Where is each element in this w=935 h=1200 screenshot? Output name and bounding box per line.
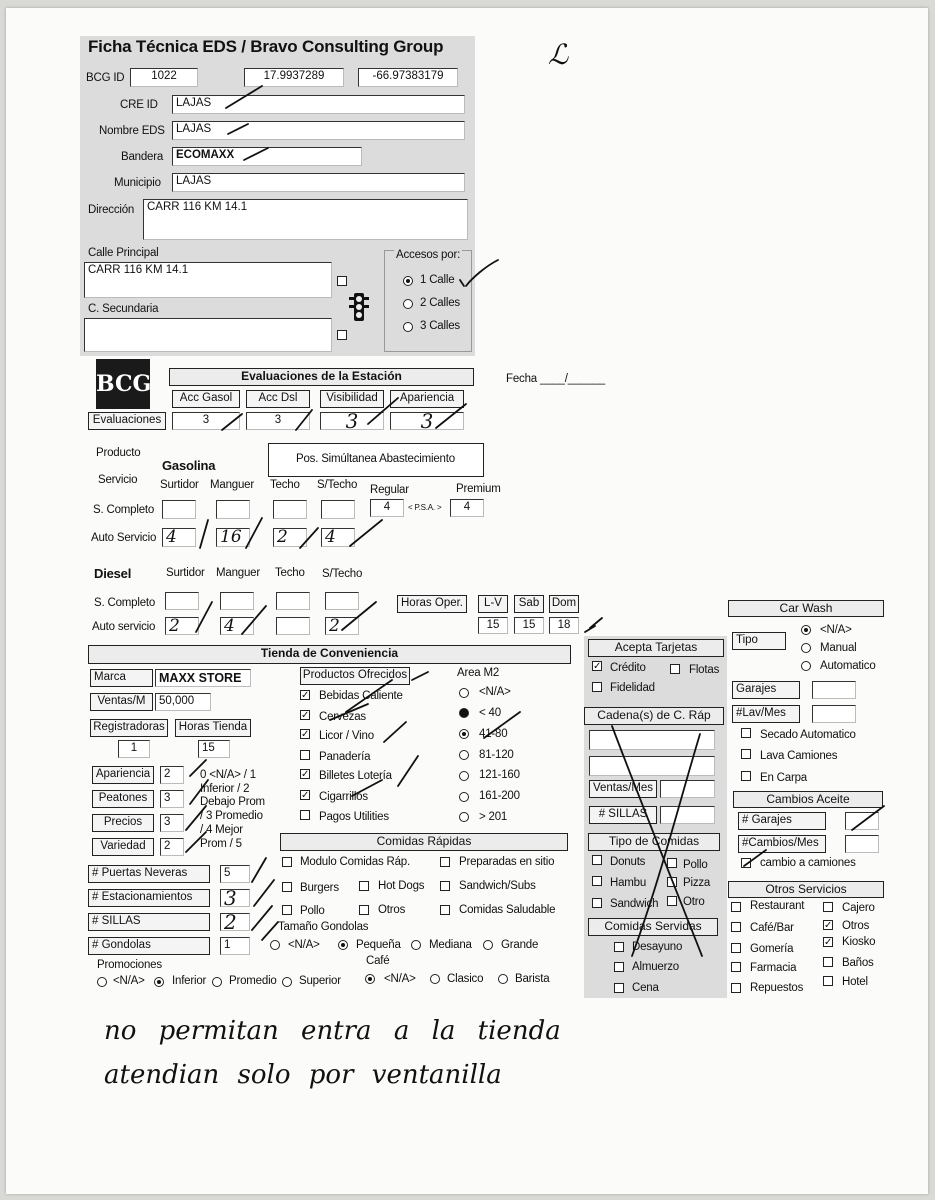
accesos-option-3: 3 Calles xyxy=(420,320,460,332)
producto-cb-5[interactable]: ✓ xyxy=(301,769,310,780)
comida-modulo: Modulo Comidas Ráp. xyxy=(300,856,410,868)
tipo-sandwich: Sandwich xyxy=(610,898,659,910)
carwash-lav-label: #Lav/Mes xyxy=(732,705,800,723)
eval-value-visibilidad[interactable]: 3 xyxy=(320,412,384,430)
tipo-donuts: Donuts xyxy=(610,856,646,868)
accesos-option-2: 2 Calles xyxy=(420,297,460,309)
cadena-sillas-field[interactable] xyxy=(660,806,715,824)
direccion-label: Dirección xyxy=(88,204,135,216)
bcg-id-field[interactable]: 1022 xyxy=(130,68,198,87)
flotas-checkbox[interactable] xyxy=(670,664,680,674)
cadena-ventas-field[interactable] xyxy=(660,780,715,798)
tipo-cb-hambu[interactable] xyxy=(592,876,602,886)
gas-col-manguer: Manguer xyxy=(210,479,254,491)
servidas-cb-desayuno[interactable] xyxy=(614,942,624,952)
otros-title: Otros Servicios xyxy=(728,881,884,898)
cadena-field-1[interactable] xyxy=(589,730,715,750)
promo-superior: Superior xyxy=(299,975,341,987)
variedad-field[interactable]: 2 xyxy=(160,838,184,856)
calle-field[interactable]: CARR 116 KM 14.1 xyxy=(84,262,332,298)
comida-cb-preparadas[interactable] xyxy=(440,857,450,867)
bandera-label: Bandera xyxy=(121,151,164,163)
comida-cb-pollo[interactable] xyxy=(282,905,292,915)
producto-5: Billetes Lotería xyxy=(319,770,392,782)
producto-cb-7[interactable] xyxy=(300,810,310,820)
calle-label: Calle Principal xyxy=(88,247,159,259)
dsl-auto-surtidor[interactable]: 2 xyxy=(165,617,199,635)
cafe-radio-na[interactable] xyxy=(365,974,375,984)
area-radio-4[interactable] xyxy=(459,750,469,760)
premium-label: Premium xyxy=(456,483,501,495)
puertas-label: # Puertas Neveras xyxy=(88,865,210,883)
area-radio-6[interactable] xyxy=(459,792,469,802)
producto-cb-4[interactable] xyxy=(300,750,310,760)
otros-cb-restaurant[interactable] xyxy=(731,902,741,912)
accesos-label: Accesos por: xyxy=(396,249,461,261)
dsl-row-auto: Auto servicio xyxy=(92,621,156,633)
secado-checkbox[interactable] xyxy=(741,728,751,738)
horas-sab[interactable]: 15 xyxy=(514,617,544,634)
secado-label: Secado Automatico xyxy=(760,729,856,741)
cre-id-field[interactable]: LAJAS xyxy=(172,95,465,114)
gas-col-surtidor: Surtidor xyxy=(160,479,199,491)
dsl-sc-techo[interactable] xyxy=(276,592,310,610)
area-label: Area M2 xyxy=(457,667,500,679)
fidelidad-checkbox[interactable] xyxy=(592,682,602,692)
servicio-label: Servicio xyxy=(98,474,138,486)
otros-cb-repuestos[interactable] xyxy=(731,983,741,993)
fidelidad-label: Fidelidad xyxy=(610,682,655,694)
tamano-pequena: Pequeña xyxy=(356,939,401,951)
precios-label: Precios xyxy=(92,814,154,832)
carwash-tipo-label: Tipo xyxy=(732,632,786,650)
tamano-radio-pequena[interactable] xyxy=(338,940,348,950)
comida-sandwich: Sandwich/Subs xyxy=(459,880,536,892)
secundaria-checkbox[interactable] xyxy=(337,330,347,340)
credito-label: Crédito xyxy=(610,662,646,674)
tamano-label: Tamaño Gondolas xyxy=(278,921,369,933)
area-2: < 40 xyxy=(479,707,501,719)
puertas-field[interactable]: 5 xyxy=(220,865,250,883)
otros-kiosko: Kiosko xyxy=(842,936,876,948)
accesos-option-1: 1 Calle xyxy=(420,274,455,286)
producto-2: Cervezas xyxy=(319,711,366,723)
ventas-field[interactable]: 50,000 xyxy=(155,693,211,711)
otros-cb-banos[interactable] xyxy=(823,957,833,967)
horas-oper-label: Horas Oper. xyxy=(397,595,467,613)
evaluaciones-row-label: Evaluaciones xyxy=(88,412,166,430)
dsl-col-techo: Techo xyxy=(275,567,305,579)
producto-1: Bebidas Caliente xyxy=(319,690,403,702)
gas-auto-techo[interactable]: 2 xyxy=(273,528,307,547)
otros-cb-kiosko[interactable]: ✓ xyxy=(824,937,833,948)
nombre-field[interactable]: LAJAS xyxy=(172,121,465,140)
promo-radio-superior[interactable] xyxy=(282,977,292,987)
area-radio-1[interactable] xyxy=(459,688,469,698)
dsl-sc-stecho[interactable] xyxy=(325,592,359,610)
otros-farmacia: Farmacia xyxy=(750,962,797,974)
gas-sc-manguer[interactable] xyxy=(216,500,250,519)
eval-value-dsl[interactable]: 3 xyxy=(246,412,310,430)
scale-2: Inferior / 2 xyxy=(200,783,250,795)
flotas-label: Flotas xyxy=(689,664,720,676)
comida-otros: Otros xyxy=(378,904,406,916)
estac-field[interactable]: 3 xyxy=(220,889,250,907)
promo-inferior: Inferior xyxy=(172,975,207,987)
eval-header-visibilidad: Visibilidad xyxy=(320,390,384,408)
promo-na: <N/A> xyxy=(113,975,145,987)
scale-5: / 4 Mejor xyxy=(200,824,243,836)
calle-checkbox[interactable] xyxy=(337,276,347,286)
dsl-auto-manguer[interactable]: 4 xyxy=(220,617,254,635)
horas-tienda-field[interactable]: 15 xyxy=(198,740,230,758)
lon-field[interactable]: -66.97383179 xyxy=(358,68,458,87)
producto-cb-6[interactable]: ✓ xyxy=(301,790,310,801)
gas-col-stecho: S/Techo xyxy=(317,479,358,491)
comida-cb-saludable[interactable] xyxy=(440,905,450,915)
carwash-radio-manual[interactable] xyxy=(801,643,811,653)
peatones-field[interactable]: 3 xyxy=(160,790,184,808)
horas-dom[interactable]: 18 xyxy=(549,617,579,634)
aceite-cambios-label: #Cambios/Mes xyxy=(738,835,826,853)
comida-cb-hotdogs[interactable] xyxy=(359,881,369,891)
tamano-radio-grande[interactable] xyxy=(483,940,493,950)
horas-tienda-label: Horas Tienda xyxy=(175,719,251,737)
gasolina-title: Gasolina xyxy=(162,458,216,473)
horas-col-lv: L-V xyxy=(478,595,508,613)
horas-col-sab: Sab xyxy=(514,595,544,613)
variedad-label: Variedad xyxy=(92,838,154,856)
carwash-title: Car Wash xyxy=(728,600,884,617)
carwash-manual: Manual xyxy=(820,642,857,654)
lava-camiones-label: Lava Camiones xyxy=(760,750,838,762)
otros-cb-otros[interactable]: ✓ xyxy=(824,920,833,931)
dsl-col-manguer: Manguer xyxy=(216,567,260,579)
area-radio-5[interactable] xyxy=(459,771,469,781)
tipo-cb-pollo[interactable] xyxy=(667,858,677,868)
promo-promedio: Promedio xyxy=(229,975,277,987)
area-6: 161-200 xyxy=(479,790,520,802)
secundaria-field[interactable] xyxy=(84,318,332,352)
aceite-garajes-field[interactable] xyxy=(845,812,879,830)
eval-header-dsl: Acc Dsl xyxy=(246,390,310,408)
gas-sc-techo[interactable] xyxy=(273,500,307,519)
comida-burgers: Burgers xyxy=(300,882,339,894)
area-4: 81-120 xyxy=(479,749,514,761)
ventas-label: Ventas/M xyxy=(90,693,153,711)
camiones-checkbox[interactable] xyxy=(741,858,751,868)
promo-radio-inferior[interactable] xyxy=(154,977,164,987)
tamano-grande: Grande xyxy=(501,939,539,951)
producto-3: Licor / Vino xyxy=(319,730,374,742)
area-radio-3[interactable] xyxy=(459,729,469,739)
apariencia-label: Apariencia xyxy=(92,766,154,784)
dsl-col-surtidor: Surtidor xyxy=(166,567,205,579)
cafe-na: <N/A> xyxy=(384,973,416,985)
cafe-label: Café xyxy=(366,955,390,967)
carwash-radio-auto[interactable] xyxy=(801,661,811,671)
form-title: Ficha Técnica EDS / Bravo Consulting Group xyxy=(88,37,444,56)
peatones-label: Peatones xyxy=(92,790,154,808)
horas-col-dom: Dom xyxy=(549,595,579,613)
comida-preparadas: Preparadas en sitio xyxy=(459,856,555,868)
gas-auto-manguer[interactable]: 16 xyxy=(216,528,250,547)
producto-cb-1[interactable]: ✓ xyxy=(301,690,310,701)
regular-label: Regular xyxy=(370,484,409,496)
corner-note: ℒ xyxy=(548,38,569,71)
cafe-clasico: Clasico xyxy=(447,973,484,985)
fecha-label: Fecha ____/______ xyxy=(506,373,605,385)
comida-cb-sandwich[interactable] xyxy=(440,881,450,891)
cafe-radio-clasico[interactable] xyxy=(430,974,440,984)
accesos-radio-1[interactable] xyxy=(403,276,413,286)
scale-6: Prom / 5 xyxy=(200,838,242,850)
otros-cafebar: Café/Bar xyxy=(750,922,794,934)
sillas-label: # SILLAS xyxy=(88,913,210,931)
tipo-otro: Otro xyxy=(683,896,705,908)
diesel-title: Diesel xyxy=(94,566,132,581)
otros-cb-gomeria[interactable] xyxy=(731,943,741,953)
cre-id-label: CRE ID xyxy=(120,99,158,111)
comida-hotdogs: Hot Dogs xyxy=(378,880,425,892)
horas-lv[interactable]: 15 xyxy=(478,617,508,634)
scale-4: / 3 Promedio xyxy=(200,810,263,822)
apariencia-field[interactable]: 2 xyxy=(160,766,184,784)
tipo-cb-otro[interactable] xyxy=(667,896,677,906)
gas-sc-surtidor[interactable] xyxy=(162,500,196,519)
producto-label: Producto xyxy=(96,447,141,459)
aceite-cambios-field[interactable] xyxy=(845,835,879,853)
servidas-desayuno: Desayuno xyxy=(632,941,683,953)
gas-row-scompleto: S. Completo xyxy=(93,504,155,516)
otros-cb-cafebar[interactable] xyxy=(731,922,741,932)
gondolas-field[interactable]: 1 xyxy=(220,937,250,955)
handwritten-note-line1: no permitan entra a la tienda xyxy=(104,1016,561,1046)
tipo-cb-sandwich[interactable] xyxy=(592,898,602,908)
dsl-auto-techo[interactable] xyxy=(276,617,310,635)
tipo-comidas-title: Tipo de Comidas xyxy=(588,833,720,851)
gas-col-techo: Techo xyxy=(270,479,300,491)
promo-radio-na[interactable] xyxy=(97,977,107,987)
dsl-auto-stecho[interactable]: 2 xyxy=(325,617,359,635)
gas-row-auto: Auto Servicio xyxy=(91,532,157,544)
tamano-radio-mediana[interactable] xyxy=(411,940,421,950)
secundaria-label: C. Secundaria xyxy=(88,303,159,315)
en-carpa-label: En Carpa xyxy=(760,772,807,784)
comida-cb-otros[interactable] xyxy=(359,905,369,915)
productos-label: Productos Ofrecidos xyxy=(300,667,410,685)
direccion-field[interactable]: CARR 116 KM 14.1 xyxy=(143,199,468,240)
nombre-label: Nombre EDS xyxy=(99,125,165,137)
tipo-pollo: Pollo xyxy=(683,859,708,871)
marca-field[interactable]: MAXX STORE xyxy=(155,669,251,687)
bandera-field[interactable]: ECOMAXX xyxy=(172,147,362,166)
carwash-garajes-label: Garajes xyxy=(732,681,800,699)
area-radio-7[interactable] xyxy=(459,812,469,822)
registradoras-label: Registradoras xyxy=(90,719,168,737)
cafe-radio-barista[interactable] xyxy=(498,974,508,984)
eval-value-gasol[interactable]: 3 xyxy=(172,412,240,430)
tamano-mediana: Mediana xyxy=(429,939,472,951)
area-1: <N/A> xyxy=(479,686,511,698)
otros-otros: Otros xyxy=(842,920,870,932)
credito-checkbox[interactable]: ✓ xyxy=(593,661,602,672)
scale-1: 0 <N/A> / 1 xyxy=(200,769,256,781)
comida-pollo: Pollo xyxy=(300,905,325,917)
municipio-label: Municipio xyxy=(114,177,161,189)
comida-cb-burgers[interactable] xyxy=(282,882,292,892)
tipo-cb-pizza[interactable] xyxy=(667,877,677,887)
otros-cb-hotel[interactable] xyxy=(823,976,833,986)
comidas-servidas-title: Comidas Servidas xyxy=(588,918,718,936)
producto-4: Panadería xyxy=(319,751,371,763)
traffic-light-icon xyxy=(348,292,370,322)
camiones-label: cambio a camiones xyxy=(760,857,856,869)
carwash-lav-field[interactable] xyxy=(812,705,856,723)
aceite-title: Cambios Aceite xyxy=(733,791,883,808)
bcg-id-label: BCG ID xyxy=(86,72,125,84)
gas-auto-stecho[interactable]: 4 xyxy=(321,528,355,547)
producto-cb-3[interactable]: ✓ xyxy=(301,729,310,740)
tienda-title: Tienda de Conveniencia xyxy=(88,645,571,664)
carwash-auto: Automatico xyxy=(820,660,876,672)
tipo-pizza: Pizza xyxy=(683,877,711,889)
carwash-radio-na[interactable] xyxy=(801,625,811,635)
otros-cajero: Cajero xyxy=(842,902,875,914)
accesos-radio-2[interactable] xyxy=(403,299,413,309)
dsl-row-scompleto: S. Completo xyxy=(94,597,156,609)
premium-field[interactable]: 4 xyxy=(450,499,484,517)
dsl-col-stecho: S/Techo xyxy=(322,568,363,580)
otros-gomeria: Gomería xyxy=(750,943,794,955)
servidas-cb-cena[interactable] xyxy=(614,983,624,993)
tipo-cb-donuts[interactable] xyxy=(592,855,602,865)
cafe-barista: Barista xyxy=(515,973,550,985)
eval-value-apariencia[interactable]: 3 xyxy=(390,412,464,430)
otros-repuestos: Repuestos xyxy=(750,982,804,994)
tamano-radio-na[interactable] xyxy=(270,940,280,950)
estac-label: # Estacionamientos xyxy=(88,889,210,907)
regular-field[interactable]: 4 xyxy=(370,499,404,517)
tarjetas-title: Acepta Tarjetas xyxy=(588,639,724,657)
producto-6: Cigarrillos xyxy=(319,791,368,803)
producto-7: Pagos Utilities xyxy=(319,811,389,823)
dsl-sc-surtidor[interactable] xyxy=(165,592,199,610)
psa-label: < P.S.A. > xyxy=(408,503,442,512)
area-radio-2[interactable] xyxy=(459,708,469,718)
bcg-logo: BCG xyxy=(96,359,150,409)
dsl-sc-manguer[interactable] xyxy=(220,592,254,610)
sillas-field[interactable]: 2 xyxy=(220,913,250,931)
comida-saludable: Comidas Saludable xyxy=(459,904,556,916)
lava-camiones-checkbox[interactable] xyxy=(741,749,751,759)
en-carpa-checkbox[interactable] xyxy=(741,771,751,781)
aceite-garajes-label: # Garajes xyxy=(738,812,826,830)
municipio-field[interactable]: LAJAS xyxy=(172,173,465,192)
area-3: 41-80 xyxy=(479,728,508,740)
servidas-almuerzo: Almuerzo xyxy=(632,961,679,973)
registradoras-field[interactable]: 1 xyxy=(118,740,150,758)
servidas-cb-almuerzo[interactable] xyxy=(614,962,624,972)
area-7: > 201 xyxy=(479,811,508,823)
handwritten-note-line2: atendian solo por ventanilla xyxy=(104,1060,502,1090)
area-5: 121-160 xyxy=(479,769,520,781)
pos-simultanea-label: Pos. Simúltanea Abastecimiento xyxy=(296,453,455,465)
comida-cb-modulo[interactable] xyxy=(282,857,292,867)
gas-sc-stecho[interactable] xyxy=(321,500,355,519)
promo-radio-promedio[interactable] xyxy=(212,977,222,987)
scale-3: Debajo Prom xyxy=(200,796,265,808)
otros-banos: Baños xyxy=(842,957,874,969)
producto-cb-2[interactable]: ✓ xyxy=(301,710,310,721)
servidas-cena: Cena xyxy=(632,982,659,994)
otros-cb-cajero[interactable] xyxy=(823,902,833,912)
otros-cb-farmacia[interactable] xyxy=(731,962,741,972)
otros-restaurant: Restaurant xyxy=(750,900,805,912)
precios-field[interactable]: 3 xyxy=(160,814,184,832)
promociones-label: Promociones xyxy=(97,959,162,971)
tipo-hambu: Hambu xyxy=(610,877,647,889)
gondolas-label: # Gondolas xyxy=(88,937,210,955)
accesos-radio-3[interactable] xyxy=(403,322,413,332)
eval-header-gasol: Acc Gasol xyxy=(172,390,240,408)
cadena-field-2[interactable] xyxy=(589,756,715,776)
tamano-na: <N/A> xyxy=(288,939,320,951)
lat-field[interactable]: 17.9937289 xyxy=(244,68,344,87)
cadena-title: Cadena(s) de C. Ráp xyxy=(584,707,724,725)
marca-label: Marca xyxy=(90,669,153,687)
evaluaciones-title: Evaluaciones de la Estación xyxy=(169,368,474,386)
eval-header-apariencia: Apariencia xyxy=(390,390,464,408)
cadena-ventas-label: Ventas/Mes xyxy=(589,780,657,798)
carwash-na: <N/A> xyxy=(820,624,852,636)
carwash-garajes-field[interactable] xyxy=(812,681,856,699)
cadena-sillas-label: # SILLAS xyxy=(589,806,657,824)
gas-auto-surtidor[interactable]: 4 xyxy=(162,528,196,547)
comidas-rapidas-title: Comidas Rápidas xyxy=(280,833,568,851)
otros-hotel: Hotel xyxy=(842,976,868,988)
